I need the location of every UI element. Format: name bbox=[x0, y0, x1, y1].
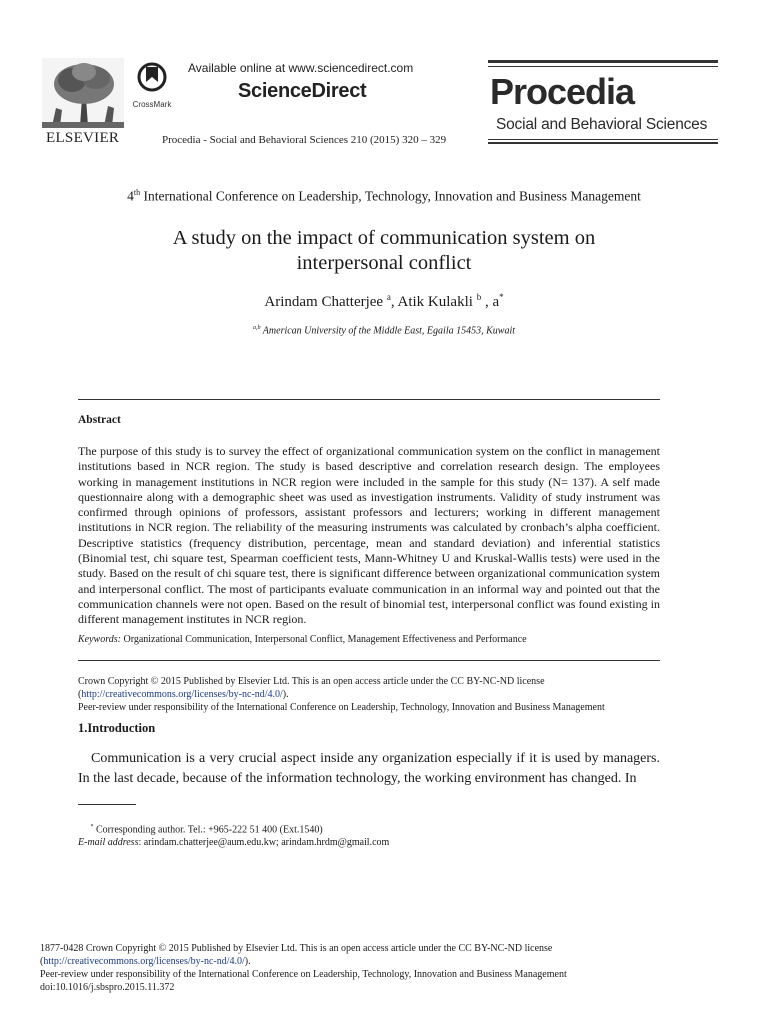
copyright-block bbox=[78, 675, 668, 714]
author-name: , Atik Kulakli bbox=[390, 294, 477, 310]
affiliation-marker: a,b bbox=[252, 325, 261, 331]
footnote-marker: * bbox=[90, 824, 94, 830]
section-heading: 1.Introduction bbox=[78, 721, 156, 735]
divider bbox=[78, 660, 660, 661]
affiliation-marker: b bbox=[476, 292, 482, 302]
introduction-body: Communication is a very crucial aspect inside any organization especially if it is used by managers. In the last decade, because of the information technology, the working environment has changed. In bbox=[78, 751, 660, 786]
author-list bbox=[0, 292, 768, 311]
conference-name bbox=[0, 188, 768, 205]
peer-review-text: Peer-review under responsibility of the International Conference on Leadership, Technology, Innovation and Business Management bbox=[78, 702, 605, 713]
license-link-line bbox=[78, 688, 668, 701]
masthead-rule bbox=[488, 139, 718, 140]
paren: ( bbox=[78, 689, 82, 700]
affiliation-marker: a bbox=[386, 292, 391, 302]
crossmark-label: CrossMark bbox=[132, 100, 172, 109]
footnote-divider bbox=[78, 804, 136, 805]
conference-title: International Conference on Leadership, Technology, Innovation and Business Management bbox=[140, 188, 641, 204]
paper-title-line: A study on the impact of communication system on bbox=[172, 227, 596, 249]
divider bbox=[78, 399, 660, 400]
crossmark-button[interactable] bbox=[132, 62, 172, 108]
masthead-rule bbox=[488, 142, 718, 144]
keywords bbox=[78, 634, 660, 645]
corresponding-author-note bbox=[78, 821, 678, 836]
elsevier-logo bbox=[42, 58, 124, 148]
author-name: Arindam Chatterjee bbox=[264, 294, 387, 310]
affiliation-text: American University of the Middle East, Egaila 15453, Kuwait bbox=[260, 325, 515, 337]
abstract-body: The purpose of this study is to survey the effect of organizational communication system on the conflict in management institutions based in NCR region. The study is based descriptive and correlation research design. The employees working in management institutions in NCR region were included in the sample for this study (N= 137). A self made questionnaire along with a demographic sheet was used as investigation instruments. Validity of study instrument was confirmed through opinions of professors, assistant professors and lecturers; working in different management institutions in NCR region. The reliability of the measuring instruments was calculated by cronbach’s alpha coefficient. Descriptive statistics (frequency distribution, percentage, mean and standard deviation) and inferential statistics (Binomial test, chi square test, Spearman coefficient tests, Mann-Whitney U and Kruskal-Wallis tests) were used in the study. Based on the result of chi square test, there is significant difference between organizational communication system and interpersonal conflict. The most of participants evaluate communication in an informal way and pointed out that the communication channels were not open. Based on the result of binomial test, interpersonal conflict was found existing in different management institutes in NCR region. bbox=[78, 444, 660, 627]
sciencedirect-logo: ScienceDirect bbox=[238, 80, 367, 102]
elsevier-tree-icon bbox=[42, 58, 124, 128]
procedia-subtitle: Social and Behavioral Sciences bbox=[496, 116, 708, 133]
procedia-masthead bbox=[488, 60, 718, 144]
bottom-copyright-block bbox=[40, 942, 730, 994]
keywords-label: Keywords: bbox=[78, 634, 121, 645]
email-note bbox=[78, 836, 678, 849]
copyright-text: Crown Copyright © 2015 Published by Elsevier Ltd. This is an open access article under the CC BY-NC-ND license bbox=[78, 676, 545, 687]
crossmark-icon bbox=[137, 62, 167, 94]
conference-ordinal-suffix: th bbox=[133, 188, 141, 197]
abstract-heading: Abstract bbox=[78, 414, 121, 426]
keywords-text: Organizational Communication, Interpersonal Conflict, Management Effectiveness and Performance bbox=[120, 634, 527, 645]
paren: ( bbox=[40, 956, 44, 967]
license-link[interactable]: http://creativecommons.org/licenses/by-nc-nd/4.0/ bbox=[43, 956, 245, 967]
doi[interactable]: doi:10.1016/j.sbspro.2015.11.372 bbox=[40, 982, 175, 993]
available-online-text: Available online at www.sciencedirect.com bbox=[188, 61, 414, 75]
conference-ordinal: 4 bbox=[127, 188, 134, 204]
license-link[interactable]: http://creativecommons.org/licenses/by-nc-nd/4.0/ bbox=[81, 689, 283, 700]
footnotes bbox=[78, 821, 678, 849]
issn-copyright-text: 1877-0428 Crown Copyright © 2015 Published by Elsevier Ltd. This is an open access article under the CC BY-NC-ND license bbox=[40, 943, 553, 954]
paper-title-line: interpersonal conflict bbox=[296, 252, 472, 274]
author-marker: , a bbox=[481, 294, 500, 310]
masthead-rule bbox=[488, 60, 718, 63]
publisher-name: ELSEVIER bbox=[46, 130, 120, 146]
paren: ). bbox=[282, 689, 289, 700]
paper-title bbox=[100, 226, 668, 276]
affiliation bbox=[0, 325, 768, 336]
journal-reference: Procedia - Social and Behavioral Sciences 210 (2015) 320 – 329 bbox=[162, 134, 447, 146]
email-label: E-mail address bbox=[78, 837, 139, 849]
masthead-rule bbox=[488, 66, 718, 67]
corresponding-author-text: Corresponding author. Tel.: +965-222 51 400 (Ext.1540) bbox=[93, 824, 323, 836]
corresponding-marker: * bbox=[499, 292, 504, 302]
peer-review-text: Peer-review under responsibility of the International Conference on Leadership, Technology, Innovation and Business Management bbox=[40, 969, 567, 980]
email-addresses[interactable]: : arindam.chatterjee@aum.edu.kw; arindam.hrdm@gmail.com bbox=[138, 837, 390, 849]
license-link-line bbox=[40, 955, 730, 968]
procedia-title: Procedia bbox=[490, 71, 635, 112]
paren: ). bbox=[244, 956, 251, 967]
